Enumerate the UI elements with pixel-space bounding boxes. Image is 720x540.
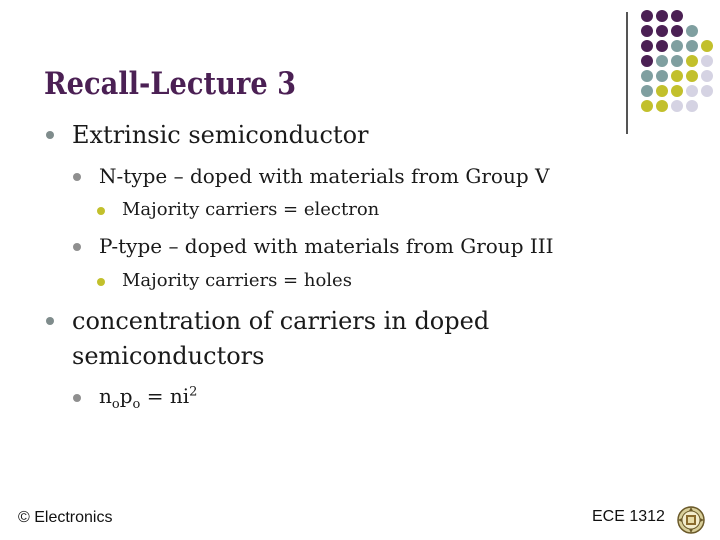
decorative-divider [626,12,628,134]
bullet-majority-electron: Majority carriers = electron [122,199,380,220]
bullet-extrinsic: Extrinsic semiconductor [72,121,369,149]
equation-no-po [99,384,197,412]
dot-purple [641,10,653,22]
bullet-concentration-line1: concentration of carriers in doped [72,307,490,335]
dot-purple [671,10,683,22]
dot-teal [641,85,653,97]
bullet-marker [46,317,54,325]
bullet-p-type: P-type – doped with materials from Group III [99,234,554,258]
bullet-marker [73,394,81,402]
eq-p-sub: o [132,397,141,412]
bullet-n-type: N-type – doped with materials from Group V [99,164,550,188]
dot-light [701,70,713,82]
dot-teal [656,70,668,82]
bullet-concentration-line2: semiconductors [72,342,265,370]
bullet-marker [73,243,81,251]
dot-yellow [686,55,698,67]
eq-n-sub: o [111,397,120,412]
dot-light [686,85,698,97]
eq-n: n [99,384,112,408]
dot-purple [656,40,668,52]
eq-rhs: = ni [140,384,190,408]
bullet-majority-holes: Majority carriers = holes [122,270,352,291]
dot-light [671,100,683,112]
dot-teal [686,40,698,52]
bullet-marker [97,207,105,215]
dot-purple [656,10,668,22]
bullet-marker [97,278,105,286]
dot-yellow [671,70,683,82]
dot-purple [641,40,653,52]
dot-purple [641,25,653,37]
footer-course-code: ECE 1312 [592,508,665,525]
dot-yellow [671,85,683,97]
dot-yellow [641,100,653,112]
dot-yellow [656,100,668,112]
eq-exp: 2 [189,384,198,400]
eq-p: p [119,384,133,408]
slide-title: Recall-Lecture 3 [44,66,297,102]
dot-light [686,100,698,112]
dot-teal [671,55,683,67]
dot-purple [641,55,653,67]
decorative-dot-grid [641,10,719,114]
dot-purple [656,25,668,37]
university-logo-icon [676,505,706,535]
bullet-marker [46,131,54,139]
footer-copyright: © Electronics [18,509,113,526]
bullet-marker [73,173,81,181]
dot-yellow [656,85,668,97]
dot-teal [656,55,668,67]
dot-yellow [701,40,713,52]
dot-teal [686,25,698,37]
dot-purple [671,25,683,37]
dot-teal [641,70,653,82]
dot-light [701,55,713,67]
dot-teal [671,40,683,52]
dot-yellow [686,70,698,82]
dot-light [701,85,713,97]
